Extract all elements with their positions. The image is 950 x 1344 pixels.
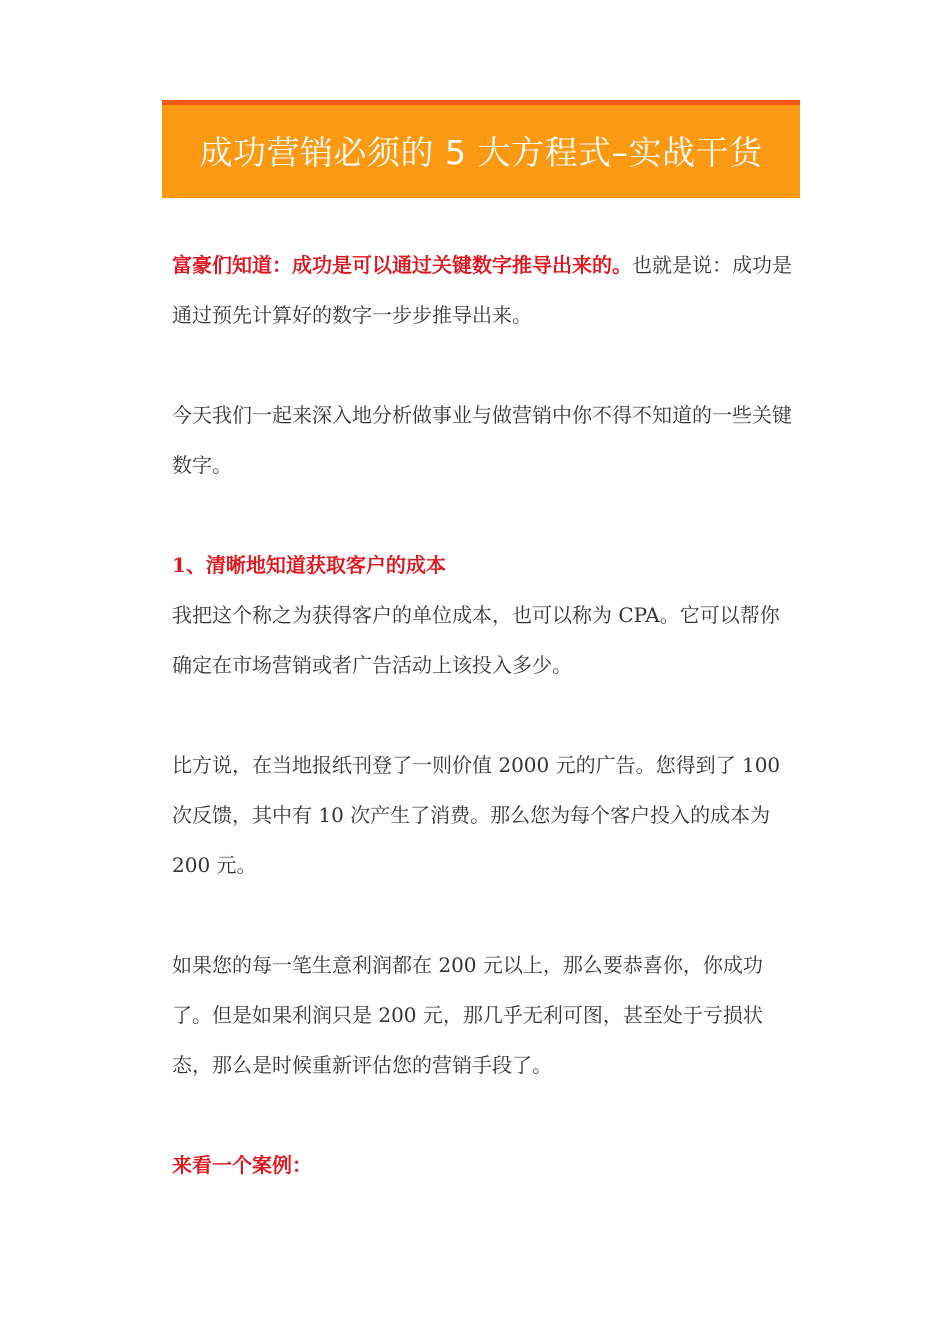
cpa-definition-paragraph: 我把这个称之为获得客户的单位成本，也可以称为 CPA。它可以帮你确定在市场营销或者广告活动上该投入多少。 <box>172 603 780 677</box>
section-heading-cpa: 1、清晰地知道获取客户的成本 <box>172 553 446 577</box>
case-heading: 来看一个案例： <box>172 1153 312 1177</box>
today-paragraph: 今天我们一起来深入地分析做事业与做营销中你不得不知道的一些关键数字。 <box>172 403 792 477</box>
intro-paragraph <box>172 240 797 340</box>
spacer <box>172 1090 797 1140</box>
example-paragraph: 比方说，在当地报纸刊登了一则价值 2000 元的广告。您得到了 100 次反馈，其中有 10 次产生了消费。那么您为每个客户投入的成本为 200 元。 <box>172 753 781 877</box>
spacer <box>172 490 797 540</box>
spacer <box>172 890 797 940</box>
profit-paragraph: 如果您的每一笔生意利润都在 200 元以上，那么要恭喜你，你成功了。但是如果利润只是 200 元，那几乎无利可图，甚至处于亏损状态，那么是时候重新评估您的营销手段了。 <box>172 953 763 1077</box>
title-banner <box>162 100 800 198</box>
spacer <box>172 340 797 390</box>
intro-rest: 也就是说：成功是通过预先计算好的数字一步步推导出来。 <box>172 253 792 327</box>
intro-highlight: 富豪们知道：成功是可以通过关键数字推导出来的。 <box>172 253 632 277</box>
page-title: 成功营销必须的 5 大方程式–实战干货 <box>199 133 763 172</box>
article-body <box>172 240 797 1190</box>
spacer <box>172 690 797 740</box>
